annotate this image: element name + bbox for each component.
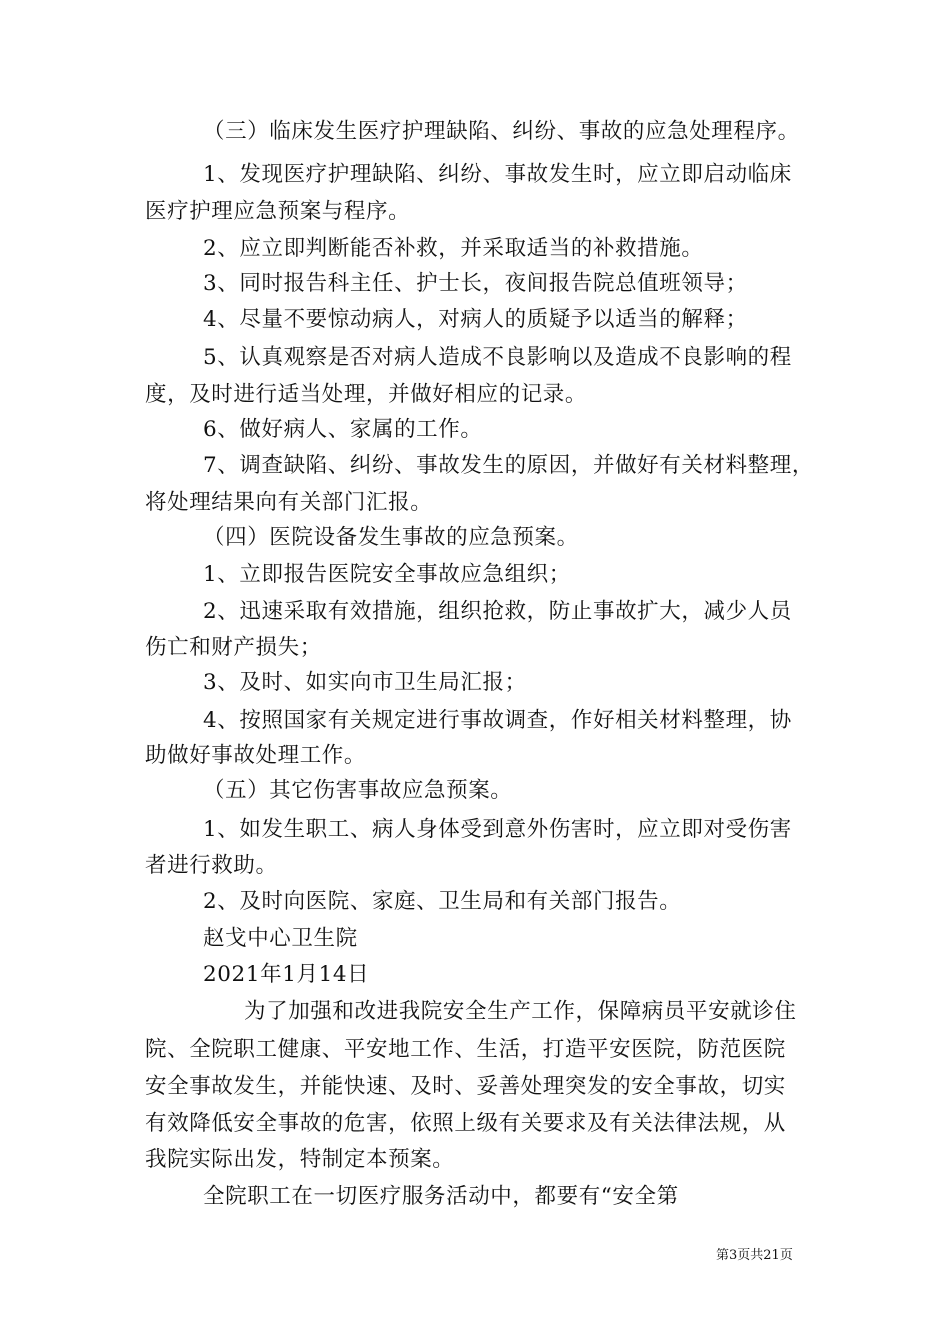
text-line: 者进行救助。 <box>145 853 278 878</box>
text-line: 我院实际出发，特制定本预案。 <box>145 1147 455 1172</box>
text-line: 1、如发生职工、病人身体受到意外伤害时，应立即对受伤害 <box>203 817 792 842</box>
text-line: 安全事故发生，并能快速、及时、妥善处理突发的安全事故，切实 <box>145 1074 786 1099</box>
text-line: 3、同时报告科主任、护士长，夜间报告院总值班领导； <box>203 271 748 296</box>
text-line: 2、应立即判断能否补救，并采取适当的补救措施。 <box>203 236 704 261</box>
text-line: 院、全院职工健康、平安地工作、生活，打造平安医院，防范医院 <box>145 1037 786 1062</box>
section-heading: （四）医院设备发生事故的应急预案。 <box>203 525 579 550</box>
text-line: 4、尽量不要惊动病人，对病人的质疑予以适当的解释； <box>203 307 748 332</box>
text-line: 5、认真观察是否对病人造成不良影响以及造成不良影响的程 <box>203 345 792 370</box>
text-line: 6、做好病人、家属的工作。 <box>203 417 483 442</box>
text-line: 为了加强和改进我院安全生产工作，保障病员平安就诊住 <box>244 999 797 1024</box>
text-line: 7、调查缺陷、纠纷、事故发生的原因，并做好有关材料整理， <box>203 453 814 478</box>
text-line: 全院职工在一切医疗服务活动中，都要有“安全第 <box>203 1184 679 1209</box>
text-line: 3、及时、如实向市卫生局汇报； <box>203 670 527 695</box>
text-line: 1、发现医疗护理缺陷、纠纷、事故发生时，应立即启动临床 <box>203 162 792 187</box>
text-line: 4、按照国家有关规定进行事故调查，作好相关材料整理，协 <box>203 708 792 733</box>
signature-organization: 赵戈中心卫生院 <box>203 926 358 951</box>
text-line: 1、立即报告医院安全事故应急组织； <box>203 562 571 587</box>
text-line: 将处理结果向有关部门汇报。 <box>145 490 433 515</box>
text-line: 伤亡和财产损失； <box>145 635 322 660</box>
text-line: 度，及时进行适当处理，并做好相应的记录。 <box>145 382 588 407</box>
text-line: 2、迅速采取有效措施，组织抢救，防止事故扩大，减少人员 <box>203 599 792 624</box>
section-heading: （五）其它伤害事故应急预案。 <box>203 778 513 803</box>
signature-date: 2021年1月14日 <box>203 962 370 987</box>
page-number: 第3页共21页 <box>716 1248 793 1263</box>
text-line: 有效降低安全事故的危害，依照上级有关要求及有关法律法规，从 <box>145 1111 786 1136</box>
text-line: 医疗护理应急预案与程序。 <box>145 199 411 224</box>
text-line: （三）临床发生医疗护理缺陷、纠纷、事故的应急处理程序。 <box>203 119 800 144</box>
text-line: 助做好事故处理工作。 <box>145 743 367 768</box>
text-line: 2、及时向医院、家庭、卫生局和有关部门报告。 <box>203 889 682 914</box>
